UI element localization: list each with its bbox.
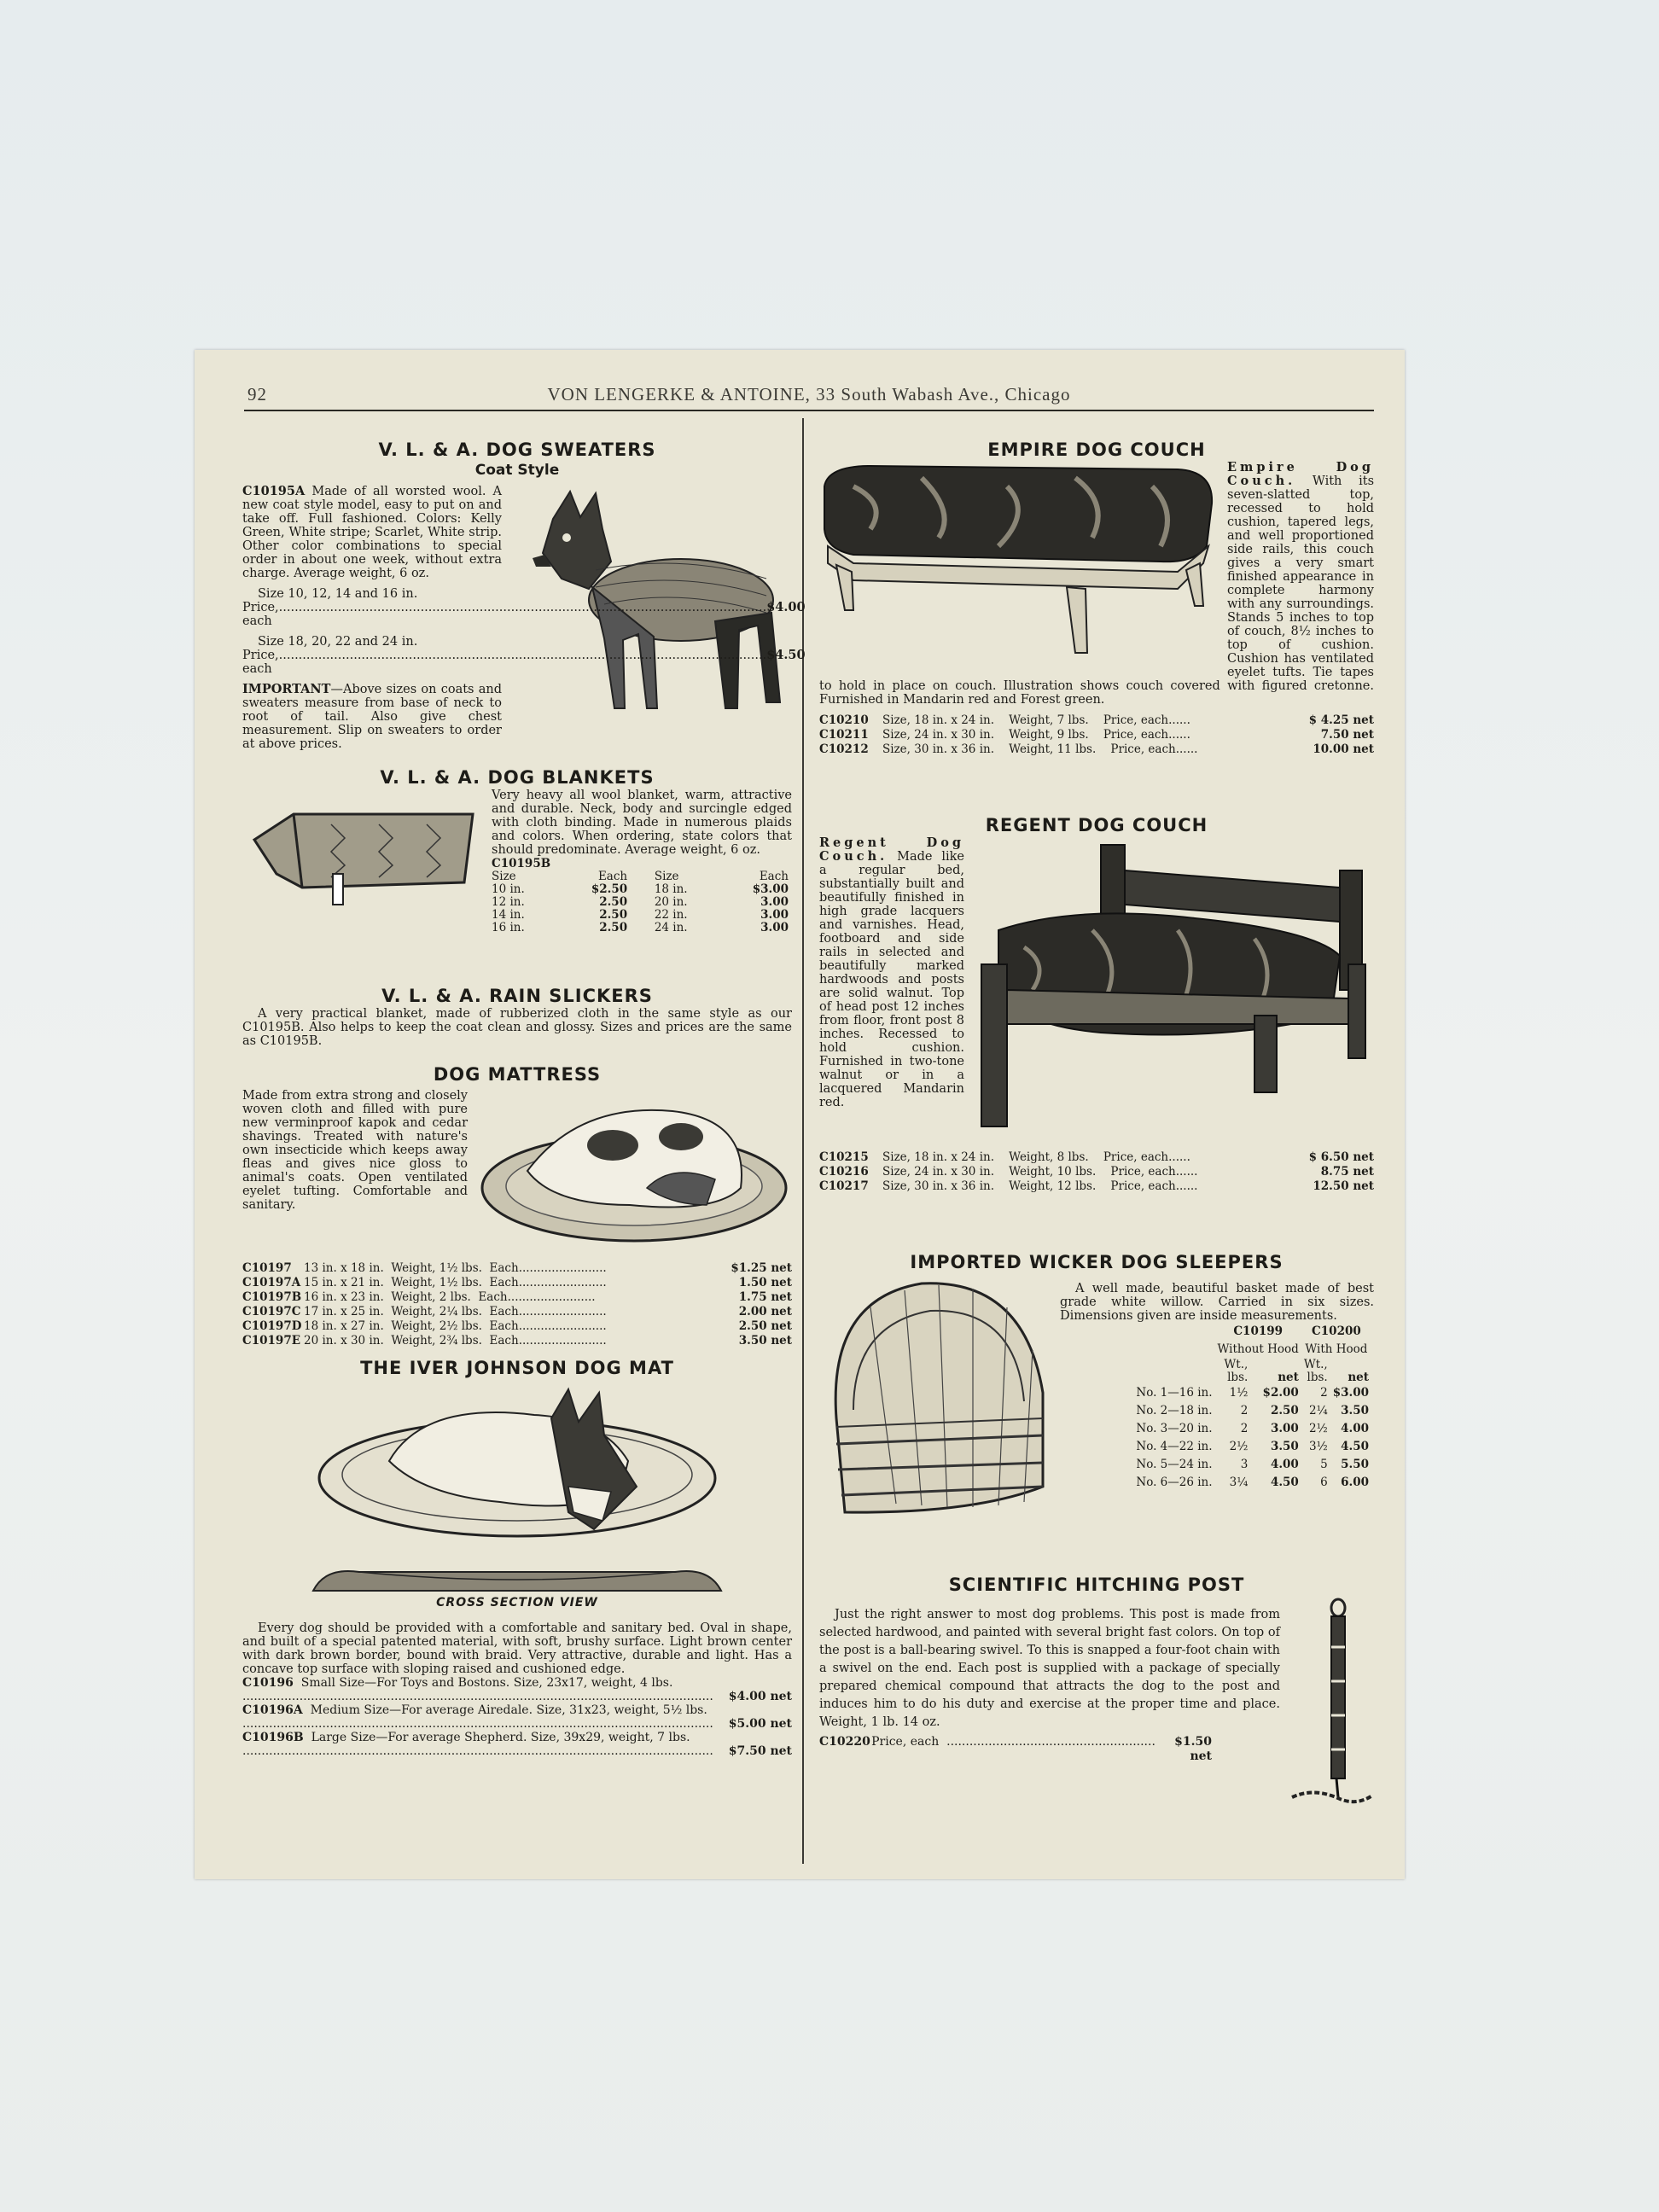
empire-name: Empire Dog Couch. [1227, 460, 1374, 488]
hitching-price: $1.50 net [1174, 1735, 1212, 1763]
wicker-weight: 5 [1320, 1458, 1328, 1471]
page-header-title: VON LENGERKE & ANTOINE, 33 South Wabash Ave., Chicago [547, 384, 1071, 405]
column-divider [802, 418, 804, 1864]
table-row: C10215 Size, 18 in. x 24 in. Weight, 8 lbs. Price, each...... $ 6.50 net [819, 1150, 1374, 1164]
wicker-price: 4.00 [1270, 1458, 1299, 1471]
empire-price-label: Price, each [1110, 742, 1176, 756]
wicker-weight: 3¼ [1229, 1476, 1249, 1489]
mattress-weight: Weight, 2 lbs. [391, 1290, 471, 1304]
regent-code: C10217 [819, 1179, 869, 1193]
mattress-weight: Weight, 1½ lbs. [391, 1276, 482, 1289]
empire-price: 10.00 net [1313, 742, 1374, 756]
regent-price: 8.75 net [1320, 1165, 1374, 1179]
table-row: C10216 Size, 24 in. x 30 in. Weight, 10 lbs. Price, each...... 8.75 net [819, 1165, 1374, 1179]
table-row [1136, 1438, 1374, 1456]
table-row [1136, 1474, 1374, 1492]
wicker-lbs-label: lbs. [1227, 1371, 1249, 1384]
cross-section-caption: CROSS SECTION VIEW [436, 1596, 598, 1610]
dog-mat-item-text: Small Size—For Toys and Bostons. Size, 23x17, weight, 4 lbs. [300, 1676, 673, 1690]
wicker-net-label: net [1278, 1371, 1299, 1384]
mattress-price: 2.00 net [738, 1305, 792, 1318]
empire-code: C10210 [819, 713, 869, 727]
wicker-size: No. 4—22 in. [1136, 1440, 1213, 1453]
regent-price: 12.50 net [1313, 1179, 1374, 1193]
sweaters-price2-label: Price, each [242, 649, 279, 676]
wicker-price: 4.50 [1341, 1440, 1369, 1453]
wicker-weight: 2¼ [1309, 1404, 1328, 1417]
mattress-each-label: Each [489, 1319, 519, 1333]
empire-weight: Weight, 11 lbs. [1009, 742, 1097, 756]
sweaters-price1-label: Price, each [242, 601, 279, 628]
dog-mat-price: $7.50 net [728, 1744, 792, 1758]
blankets-col-size: Size [492, 870, 516, 883]
regent-couch-illustration [973, 836, 1374, 1144]
table-row [492, 883, 792, 896]
sweaters-important: —Above sizes on coats and sweaters measure from base of neck to root of tail. Also give chest measurement. Slip on sweaters to order at above prices. [242, 683, 502, 751]
wicker-price: 5.50 [1341, 1458, 1369, 1471]
wicker-weight: 3 [1240, 1458, 1249, 1471]
mattress-weight: Weight, 1½ lbs. [391, 1261, 482, 1275]
sweaters-price2-line [242, 648, 806, 676]
regent-price-label: Price, each [1110, 1165, 1176, 1179]
page-header [244, 384, 1374, 411]
wicker-weight: 1½ [1229, 1386, 1249, 1400]
wicker-weight: 2½ [1309, 1422, 1328, 1435]
hitching-post-illustration [1289, 1596, 1374, 1809]
empire-code: C10212 [819, 742, 869, 756]
wicker-weight: 6 [1320, 1476, 1328, 1489]
catalog-page [195, 350, 1405, 1879]
mattress-section [242, 1063, 792, 1348]
blanket-price: $3.00 [752, 882, 789, 896]
wicker-price: 3.50 [1270, 1440, 1299, 1453]
wicker-price: 3.00 [1270, 1422, 1299, 1435]
regent-weight: Weight, 8 lbs. [1009, 1150, 1089, 1164]
dog-mat-code: C10196B [242, 1731, 304, 1744]
dog-mattress-illustration [476, 1086, 792, 1248]
regent-weight: Weight, 12 lbs. [1009, 1179, 1097, 1193]
blanket-size: 10 in. [492, 882, 525, 896]
hitching-code: C10220 [819, 1735, 870, 1749]
hitching-price-line: C10220 Price, each ....................................................... $1.50 net [819, 1735, 1212, 1763]
list-item [242, 1731, 792, 1758]
sweaters-section [242, 439, 806, 751]
page-number: 92 [247, 384, 267, 405]
sweaters-subtitle: Coat Style [474, 462, 560, 479]
wicker-size: No. 5—24 in. [1136, 1458, 1213, 1471]
table-row: C10197 13 in. x 18 in. Weight, 1½ lbs. Each........................ $1.25 net [242, 1261, 792, 1275]
sweaters-code: C10195A [242, 484, 306, 498]
mattress-title: DOG MATTRESS [433, 1064, 602, 1085]
cross-section-illustration [308, 1562, 726, 1596]
wicker-price: 4.00 [1341, 1422, 1369, 1435]
dog-mat-illustration [312, 1384, 722, 1546]
mattress-weight: Weight, 2½ lbs. [391, 1319, 482, 1333]
table-row [1136, 1402, 1374, 1420]
wicker-hood2: With Hood [1305, 1342, 1368, 1356]
blanket-size: 22 in. [654, 908, 688, 922]
mattress-price: 1.75 net [738, 1290, 792, 1304]
regent-section [819, 814, 1374, 1194]
wicker-price: $2.00 [1262, 1386, 1299, 1400]
wicker-weight: 2½ [1229, 1440, 1249, 1453]
table-row: C10211 Size, 24 in. x 30 in. Weight, 9 lbs. Price, each...... 7.50 net [819, 728, 1374, 742]
wicker-weight: 2 [1240, 1422, 1249, 1435]
dog-mat-code: C10196A [242, 1703, 303, 1717]
blankets-col-each: Each [597, 870, 628, 883]
blanket-price: 3.00 [760, 908, 789, 922]
empire-price-list [819, 713, 1374, 757]
mattress-weight: Weight, 2¼ lbs. [391, 1305, 482, 1318]
empire-size: Size, 24 in. x 30 in. [882, 728, 994, 742]
sweaters-size1: Size 10, 12, 14 and 16 in. [258, 587, 418, 601]
wicker-wt-label-2: Wt., [1303, 1358, 1328, 1371]
regent-code: C10216 [819, 1165, 869, 1179]
blankets-col-each-2: Each [759, 870, 789, 883]
wicker-price: 3.50 [1341, 1404, 1369, 1417]
blankets-title: V. L. & A. DOG BLANKETS [380, 767, 655, 788]
regent-size: Size, 30 in. x 36 in. [882, 1179, 994, 1193]
mattress-size: 13 in. x 18 in. [304, 1261, 384, 1275]
mattress-code: C10197 [242, 1261, 292, 1275]
regent-name: Regent Dog Couch. [819, 835, 964, 864]
dog-mat-desc: Every dog should be provided with a comfortable and sanitary bed. Oval in shape, and built of a special patented material, with soft, brushy surface. Light brown center with dark brown border, bound with braid. Very attractive, durable and light. Has a concave top surface with sloping raised and cushioned edge. [242, 1621, 792, 1676]
table-row [492, 896, 792, 909]
mattress-size: 20 in. x 30 in. [304, 1334, 384, 1348]
empire-price-label: Price, each [1103, 713, 1169, 727]
dog-mat-item-text: Medium Size—For average Airedale. Size, 31x23, weight, 5½ lbs. [310, 1703, 707, 1717]
wicker-lbs-label-2: lbs. [1307, 1371, 1328, 1384]
table-row: C10217 Size, 30 in. x 36 in. Weight, 12 lbs. Price, each...... 12.50 net [819, 1179, 1374, 1193]
regent-size: Size, 18 in. x 24 in. [882, 1150, 994, 1164]
sweaters-price2: $4.50 [766, 648, 806, 662]
mattress-size: 16 in. x 23 in. [304, 1290, 384, 1304]
wicker-size: No. 3—20 in. [1136, 1422, 1213, 1435]
wicker-code2: C10200 [1312, 1324, 1361, 1338]
table-row [492, 922, 792, 934]
empire-code: C10211 [819, 728, 869, 742]
empire-size: Size, 18 in. x 24 in. [882, 713, 994, 727]
wicker-hood1: Without Hood [1217, 1342, 1299, 1356]
slickers-title: V. L. & A. RAIN SLICKERS [381, 986, 653, 1006]
table-row: C10197E 20 in. x 30 in. Weight, 2¾ lbs. Each........................ 3.50 net [242, 1334, 792, 1348]
dog-blanket-illustration [242, 789, 481, 908]
regent-desc: Made like a regular bed, substantially built and beautifully finished in high grade lacquers and varnishes. Head, footboard and side rails in selected and beautifully marked hardwoods and posts are solid walnut. Top of head post 12 inches from floor, front post 8 inches. Recessed to hold cushion. Furnished in two-tone walnut or in a lacquered Mandarin red. [819, 850, 964, 1109]
wicker-price-table [1136, 1323, 1374, 1492]
blanket-price: 3.00 [760, 921, 789, 934]
sweaters-size2: Size 18, 20, 22 and 24 in. [258, 635, 418, 649]
wicker-price: 4.50 [1270, 1476, 1299, 1489]
hitching-price-label: Price, each [871, 1735, 940, 1749]
mattress-size: 17 in. x 25 in. [304, 1305, 384, 1318]
regent-weight: Weight, 10 lbs. [1009, 1165, 1097, 1179]
wicker-net-label-2: net [1348, 1371, 1369, 1384]
sweaters-important-label: IMPORTANT [242, 682, 331, 696]
regent-title: REGENT DOG COUCH [985, 815, 1208, 835]
blanket-size: 12 in. [492, 895, 525, 909]
empire-price: 7.50 net [1320, 728, 1374, 742]
blanket-size: 24 in. [654, 921, 688, 934]
wicker-weight: 2 [1320, 1386, 1328, 1400]
wicker-sleeper-illustration [819, 1273, 1050, 1521]
table-row: C10197A 15 in. x 21 in. Weight, 1½ lbs. Each........................ 1.50 net [242, 1276, 792, 1289]
hitching-section [819, 1574, 1374, 1813]
mattress-code: C10197C [242, 1305, 301, 1318]
regent-price-label: Price, each [1110, 1179, 1176, 1193]
mattress-code: C10197D [242, 1319, 302, 1333]
mattress-weight: Weight, 2¾ lbs. [391, 1334, 482, 1348]
mattress-code: C10197E [242, 1334, 301, 1348]
hitching-desc: Just the right answer to most dog problems. This post is made from selected hardwood, and painted with several bright fast colors. On top of the post is a ball-bearing swivel. To this is snapped a four-foot chain with a swivel on the end. Each post is supplied with a package of specially prepared chemical compound that attracts the dog to the post and induces him to do his duty and exercise at the proper time and place. Weight, 1 lb. 14 oz. [819, 1608, 1280, 1729]
blanket-price: $2.50 [591, 882, 628, 896]
wicker-section [819, 1251, 1374, 1524]
blankets-desc: Very heavy all wool blanket, warm, attractive and durable. Neck, body and surcingle edged with cloth binding. Made in numerous plaids and colors. When ordering, state colors that should predominate. Average weight, 6 oz. [492, 789, 792, 857]
mattress-each-label: Each [489, 1305, 519, 1318]
table-row: C10197C 17 in. x 25 in. Weight, 2¼ lbs. Each........................ 2.00 net [242, 1305, 792, 1318]
table-row: C10212 Size, 30 in. x 36 in. Weight, 11 lbs. Price, each...... 10.00 net [819, 742, 1374, 756]
wicker-price: $3.00 [1332, 1386, 1369, 1400]
table-row [1136, 1384, 1374, 1402]
mattress-desc: Made from extra strong and closely woven cloth and filled with pure new verminproof kapok and cedar shavings. Treated with nature's own insecticide which keeps away fleas and gives nice gloss to animal's coats. Open ventilated eyelet tufting. Comfortable and sanitary. [242, 1089, 468, 1212]
mattress-price: 2.50 net [738, 1319, 792, 1333]
empire-desc: With its seven-slatted top, recessed to hold cushion, tapered legs, and well proportioned side rails, this couch gives a very smart finished appearance in complete harmony with any surroundings. Stands 5 inches to top of couch, 8½ inches to top of cushion. Cushion has ventilated eyelet tufts. Tie tapes to hold in place on couch. Illustration shows couch covered with figured cretonne. Furnished in Mandarin red and Forest green. [819, 474, 1375, 707]
wicker-desc: A well made, beautiful basket made of best grade white willow. Carried in six sizes. Dimensions given are inside measurements. [1060, 1282, 1374, 1323]
mattress-code: C10197B [242, 1290, 302, 1304]
wicker-size: No. 6—26 in. [1136, 1476, 1213, 1489]
blanket-price: 2.50 [599, 908, 628, 922]
empire-couch-illustration [819, 461, 1217, 666]
mattress-price: 3.50 net [738, 1334, 792, 1348]
mattress-code: C10197A [242, 1276, 301, 1289]
dog-mat-code: C10196 [242, 1676, 294, 1690]
mattress-price: 1.50 net [738, 1276, 792, 1289]
dog-mat-price: $4.00 net [728, 1690, 792, 1703]
wicker-wt-label: Wt., [1224, 1358, 1249, 1371]
dog-mat-price: $5.00 net [728, 1717, 792, 1731]
regent-price-label: Price, each [1103, 1150, 1169, 1164]
blankets-price-table [492, 870, 792, 934]
empire-price: $ 4.25 net [1308, 713, 1374, 727]
mattress-price-list [242, 1261, 792, 1348]
regent-size: Size, 24 in. x 30 in. [882, 1165, 994, 1179]
hitching-title: SCIENTIFIC HITCHING POST [948, 1575, 1245, 1595]
sweaters-desc: Made of all worsted wool. A new coat style model, easy to put on and take off. Full fashioned. Colors: Kelly Green, White stripe; Scarlet, White strip. Other color combinations to special order in about one week, without extra charge. Average weight, 6 oz. [242, 485, 503, 580]
blankets-code: C10195B [492, 857, 551, 870]
mattress-each-label: Each [489, 1261, 519, 1275]
blanket-price: 3.00 [760, 895, 789, 909]
table-row [1136, 1456, 1374, 1474]
empire-section [819, 439, 1374, 757]
wicker-size: No. 1—16 in. [1136, 1386, 1213, 1400]
mattress-size: 18 in. x 27 in. [304, 1319, 384, 1333]
sweaters-price1-line [242, 600, 806, 628]
wicker-price: 6.00 [1341, 1476, 1369, 1489]
regent-price-list [819, 1150, 1374, 1194]
regent-code: C10215 [819, 1150, 869, 1164]
empire-price-label: Price, each [1103, 728, 1169, 742]
table-row: C10197D 18 in. x 27 in. Weight, 2½ lbs. Each........................ 2.50 net [242, 1319, 792, 1333]
dog-mat-title: THE IVER JOHNSON DOG MAT [360, 1358, 674, 1378]
regent-price: $ 6.50 net [1308, 1150, 1374, 1164]
empire-title: EMPIRE DOG COUCH [987, 439, 1206, 460]
wicker-title: IMPORTED WICKER DOG SLEEPERS [910, 1252, 1284, 1272]
table-row [492, 909, 792, 922]
empire-weight: Weight, 7 lbs. [1009, 713, 1089, 727]
sweaters-price1: $4.00 [766, 600, 806, 614]
blanket-size: 20 in. [654, 895, 688, 909]
mattress-each-label: Each [489, 1276, 519, 1289]
wicker-weight: 3½ [1309, 1440, 1328, 1453]
blanket-size: 16 in. [492, 921, 525, 934]
wicker-price: 2.50 [1270, 1404, 1299, 1417]
empire-size: Size, 30 in. x 36 in. [882, 742, 994, 756]
list-item [242, 1703, 792, 1731]
blanket-price: 2.50 [599, 895, 628, 909]
wicker-size: No. 2—18 in. [1136, 1404, 1213, 1417]
table-row: C10197B 16 in. x 23 in. Weight, 2 lbs. Each........................ 1.75 net [242, 1290, 792, 1304]
blanket-size: 14 in. [492, 908, 525, 922]
dog-mat-items [242, 1676, 792, 1758]
blankets-section [242, 766, 792, 934]
mattress-size: 15 in. x 21 in. [304, 1276, 384, 1289]
wicker-code1: C10199 [1233, 1324, 1284, 1338]
mattress-each-label: Each [478, 1290, 508, 1304]
slickers-desc: A very practical blanket, made of rubberized cloth in the same style as our C10195B. Also helps to keep the coat clean and glossy. Sizes and prices are the same as C10195B. [242, 1007, 792, 1048]
dog-mat-item-text: Large Size—For average Shepherd. Size, 39x29, weight, 7 lbs. [311, 1731, 690, 1744]
dog-mat-section [242, 1357, 792, 1758]
blankets-col-size-2: Size [654, 870, 679, 883]
mattress-price: $1.25 net [731, 1261, 792, 1275]
table-row [1136, 1420, 1374, 1438]
slickers-section [242, 985, 792, 1048]
empire-weight: Weight, 9 lbs. [1009, 728, 1089, 742]
blanket-price: 2.50 [599, 921, 628, 934]
list-item [242, 1676, 792, 1703]
blanket-size: 18 in. [654, 882, 688, 896]
table-row: C10210 Size, 18 in. x 24 in. Weight, 7 lbs. Price, each...... $ 4.25 net [819, 713, 1374, 727]
wicker-weight: 2 [1240, 1404, 1249, 1417]
sweaters-title: V. L. & A. DOG SWEATERS [378, 439, 656, 460]
mattress-each-label: Each [489, 1334, 519, 1348]
